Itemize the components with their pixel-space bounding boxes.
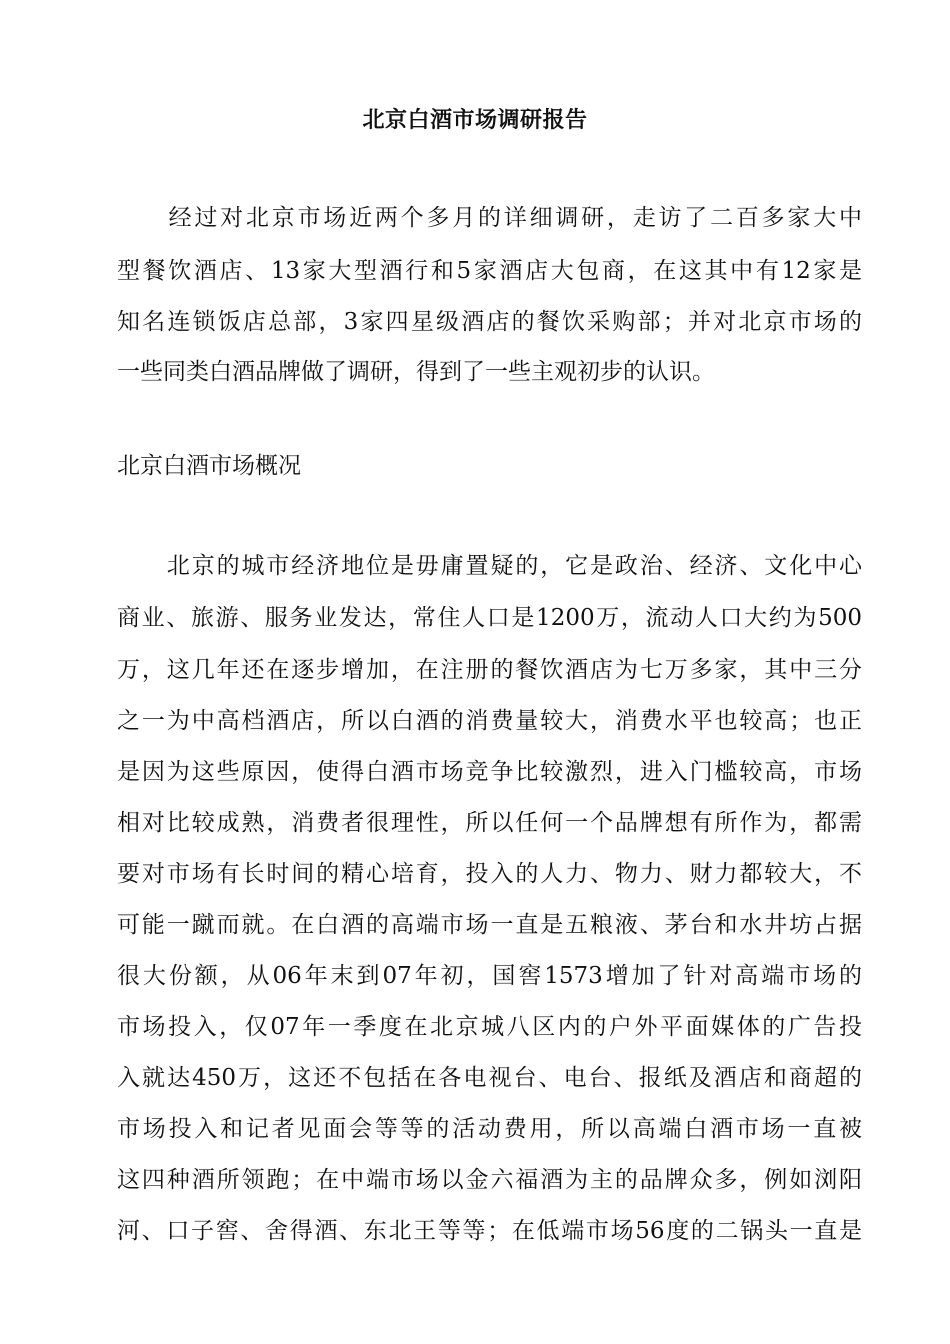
intro-line-2: 型餐饮酒店、13家大型酒行和5家酒店大包商，在这其中有12家是	[117, 258, 862, 284]
body-line-9: 很大份额，从06年末到07年初，国窖1573增加了针对高端市场的	[117, 963, 862, 989]
document-title: 北京白酒市场调研报告	[362, 107, 588, 133]
body-line-10: 市场投入，仅07年一季度在北京城八区内的户外平面媒体的广告投	[117, 1014, 862, 1040]
body-line-3: 万，这几年还在逐步增加，在注册的餐饮酒店为七万多家，其中三分	[117, 657, 862, 683]
body-line-6: 相对比较成熟，消费者很理性，所以任何一个品牌想有所作为，都需	[117, 810, 862, 836]
section-heading: 北京白酒市场概况	[117, 453, 301, 479]
body-line-7: 要对市场有长时间的精心培育，投入的人力、物力、财力都较大，不	[117, 861, 862, 887]
body-line-11: 入就达450万，这还不包括在各电视台、电台、报纸及酒店和商超的	[117, 1065, 862, 1091]
body-line-1: 北京的城市经济地位是毋庸置疑的，它是政治、经济、文化中心	[117, 553, 862, 579]
intro-line-1: 经过对北京市场近两个多月的详细调研，走访了二百多家大中	[117, 205, 862, 231]
body-line-13: 这四种酒所领跑；在中端市场以金六福酒为主的品牌众多，例如浏阳	[117, 1167, 862, 1193]
body-line-12: 市场投入和记者见面会等等的活动费用，所以高端白酒市场一直被	[117, 1116, 862, 1142]
body-line-4: 之一为中高档酒店，所以白酒的消费量较大，消费水平也较高；也正	[117, 708, 862, 734]
intro-line-4: 一些同类白酒品牌做了调研，得到了一些主观初步的认识。	[117, 359, 715, 385]
body-line-5: 是因为这些原因，使得白酒市场竞争比较激烈，进入门槛较高，市场	[117, 759, 862, 785]
body-line-8: 可能一蹴而就。在白酒的高端市场一直是五粮液、茅台和水井坊占据	[117, 912, 862, 938]
body-line-14: 河、口子窖、舍得酒、东北王等等；在低端市场56度的二锅头一直是	[117, 1218, 862, 1244]
intro-line-3: 知名连锁饭店总部，3家四星级酒店的餐饮采购部；并对北京市场的	[117, 309, 862, 335]
body-line-2: 商业、旅游、服务业发达，常住人口是1200万，流动人口大约为500	[117, 605, 862, 631]
